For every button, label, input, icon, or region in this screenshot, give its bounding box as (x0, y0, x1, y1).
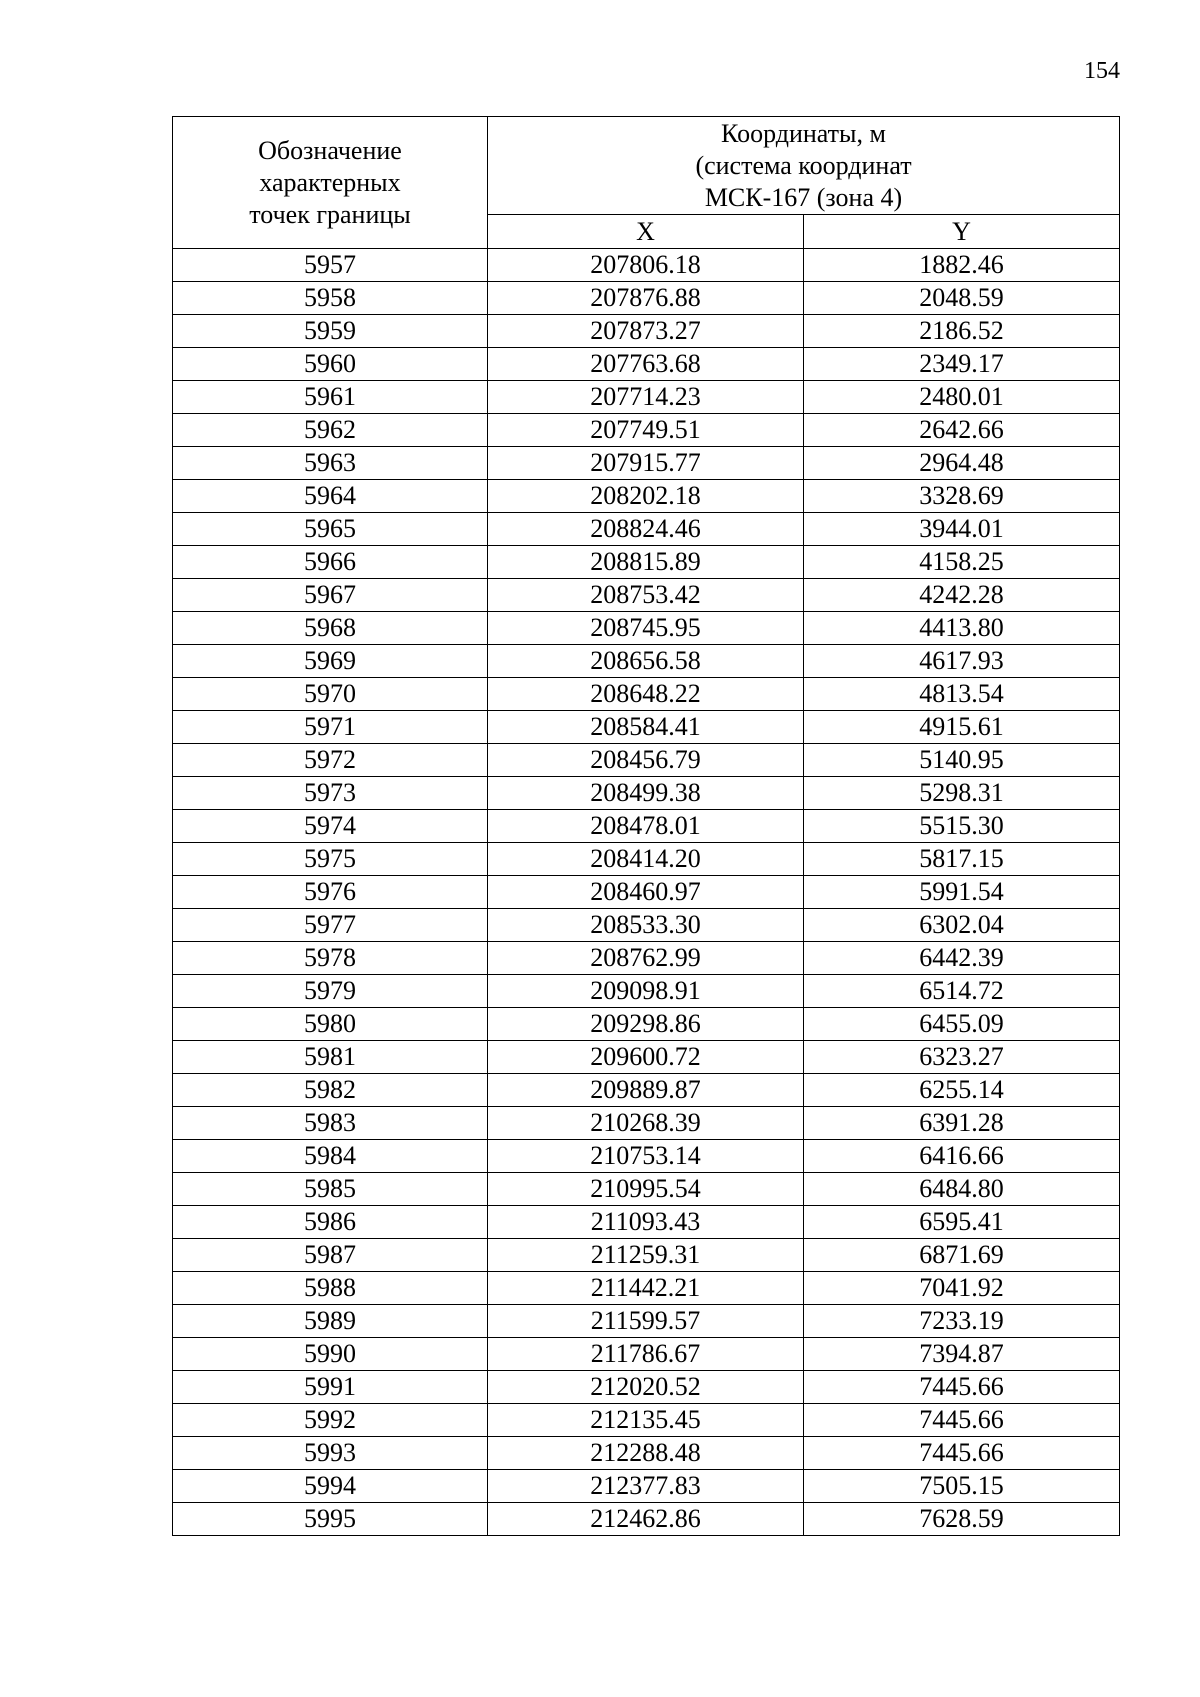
table-row (173, 1173, 1120, 1206)
y-coordinate-cell: 6416.66 (804, 1140, 1120, 1173)
table-body (173, 249, 1120, 1536)
y-coordinate-cell: 7445.66 (804, 1371, 1120, 1404)
x-coordinate-cell: 212377.83 (488, 1470, 804, 1503)
y-coordinate-cell: 6595.41 (804, 1206, 1120, 1239)
point-id-cell: 5970 (173, 678, 488, 711)
point-id-cell: 5995 (173, 1503, 488, 1536)
x-coordinate-cell: 209889.87 (488, 1074, 804, 1107)
header-coords-line: МСК-167 (зона 4) (704, 182, 903, 212)
table-row (173, 876, 1120, 909)
y-coordinate-cell: 7628.59 (804, 1503, 1120, 1536)
table-row (173, 942, 1120, 975)
point-id-cell: 5985 (173, 1173, 488, 1206)
y-coordinate-cell: 5515.30 (804, 810, 1120, 843)
x-coordinate-cell: 208460.97 (488, 876, 804, 909)
point-id-cell: 5968 (173, 612, 488, 645)
table-row (173, 909, 1120, 942)
x-coordinate-cell: 208753.42 (488, 579, 804, 612)
y-coordinate-cell: 7445.66 (804, 1404, 1120, 1437)
table-row (173, 315, 1120, 348)
header-x: X (488, 215, 804, 249)
x-coordinate-cell: 212462.86 (488, 1503, 804, 1536)
point-id-cell: 5966 (173, 546, 488, 579)
y-coordinate-cell: 6255.14 (804, 1074, 1120, 1107)
x-coordinate-cell: 210268.39 (488, 1107, 804, 1140)
header-point-line: Обозначение (258, 135, 402, 165)
y-coordinate-cell: 2048.59 (804, 282, 1120, 315)
point-id-cell: 5975 (173, 843, 488, 876)
table-row (173, 414, 1120, 447)
table-row (173, 1041, 1120, 1074)
y-coordinate-cell: 3944.01 (804, 513, 1120, 546)
y-coordinate-cell: 6391.28 (804, 1107, 1120, 1140)
y-coordinate-cell: 6871.69 (804, 1239, 1120, 1272)
table-row (173, 1074, 1120, 1107)
y-coordinate-cell: 6302.04 (804, 909, 1120, 942)
point-id-cell: 5989 (173, 1305, 488, 1338)
y-coordinate-cell: 4915.61 (804, 711, 1120, 744)
table-row (173, 645, 1120, 678)
y-coordinate-cell: 7394.87 (804, 1338, 1120, 1371)
point-id-cell: 5988 (173, 1272, 488, 1305)
table-row (173, 1272, 1120, 1305)
point-id-cell: 5957 (173, 249, 488, 282)
point-id-cell: 5991 (173, 1371, 488, 1404)
header-coords-line: Координаты, м (721, 118, 886, 148)
y-coordinate-cell: 2642.66 (804, 414, 1120, 447)
y-coordinate-cell: 6323.27 (804, 1041, 1120, 1074)
table-row (173, 711, 1120, 744)
table-row (173, 1206, 1120, 1239)
point-id-cell: 5992 (173, 1404, 488, 1437)
y-coordinate-cell: 4617.93 (804, 645, 1120, 678)
header-coordinates-group (488, 117, 1120, 215)
table-row (173, 1371, 1120, 1404)
table-row (173, 381, 1120, 414)
y-coordinate-cell: 5991.54 (804, 876, 1120, 909)
point-id-cell: 5986 (173, 1206, 488, 1239)
point-id-cell: 5967 (173, 579, 488, 612)
point-id-cell: 5963 (173, 447, 488, 480)
point-id-cell: 5980 (173, 1008, 488, 1041)
y-coordinate-cell: 6514.72 (804, 975, 1120, 1008)
x-coordinate-cell: 207876.88 (488, 282, 804, 315)
table-row (173, 447, 1120, 480)
y-coordinate-cell: 4242.28 (804, 579, 1120, 612)
table-row (173, 513, 1120, 546)
table-row (173, 579, 1120, 612)
coordinates-table (172, 116, 1120, 1536)
y-coordinate-cell: 7041.92 (804, 1272, 1120, 1305)
point-id-cell: 5981 (173, 1041, 488, 1074)
header-point-line: точек границы (249, 199, 411, 229)
y-coordinate-cell: 7445.66 (804, 1437, 1120, 1470)
x-coordinate-cell: 208824.46 (488, 513, 804, 546)
x-coordinate-cell: 209298.86 (488, 1008, 804, 1041)
x-coordinate-cell: 208745.95 (488, 612, 804, 645)
y-coordinate-cell: 5817.15 (804, 843, 1120, 876)
point-id-cell: 5971 (173, 711, 488, 744)
table-row (173, 1107, 1120, 1140)
y-coordinate-cell: 6442.39 (804, 942, 1120, 975)
table-row (173, 744, 1120, 777)
table-row (173, 348, 1120, 381)
header-point-line: характерных (259, 167, 401, 197)
point-id-cell: 5979 (173, 975, 488, 1008)
point-id-cell: 5993 (173, 1437, 488, 1470)
point-id-cell: 5958 (173, 282, 488, 315)
point-id-cell: 5972 (173, 744, 488, 777)
x-coordinate-cell: 209600.72 (488, 1041, 804, 1074)
x-coordinate-cell: 212288.48 (488, 1437, 804, 1470)
x-coordinate-cell: 207714.23 (488, 381, 804, 414)
table-row (173, 1239, 1120, 1272)
y-coordinate-cell: 4813.54 (804, 678, 1120, 711)
x-coordinate-cell: 208584.41 (488, 711, 804, 744)
point-id-cell: 5960 (173, 348, 488, 381)
x-coordinate-cell: 207749.51 (488, 414, 804, 447)
table-row (173, 1008, 1120, 1041)
point-id-cell: 5965 (173, 513, 488, 546)
x-coordinate-cell: 212135.45 (488, 1404, 804, 1437)
header-coords-line: (система координат (695, 150, 912, 180)
point-id-cell: 5978 (173, 942, 488, 975)
x-coordinate-cell: 208815.89 (488, 546, 804, 579)
table-row (173, 249, 1120, 282)
y-coordinate-cell: 7505.15 (804, 1470, 1120, 1503)
table-row (173, 843, 1120, 876)
x-coordinate-cell: 208202.18 (488, 480, 804, 513)
point-id-cell: 5990 (173, 1338, 488, 1371)
y-coordinate-cell: 6484.80 (804, 1173, 1120, 1206)
point-id-cell: 5964 (173, 480, 488, 513)
y-coordinate-cell: 1882.46 (804, 249, 1120, 282)
x-coordinate-cell: 208762.99 (488, 942, 804, 975)
y-coordinate-cell: 2480.01 (804, 381, 1120, 414)
point-id-cell: 5961 (173, 381, 488, 414)
header-point-designation (173, 117, 488, 249)
x-coordinate-cell: 211786.67 (488, 1338, 804, 1371)
x-coordinate-cell: 208414.20 (488, 843, 804, 876)
point-id-cell: 5974 (173, 810, 488, 843)
x-coordinate-cell: 207806.18 (488, 249, 804, 282)
y-coordinate-cell: 2964.48 (804, 447, 1120, 480)
y-coordinate-cell: 4413.80 (804, 612, 1120, 645)
table-row (173, 1140, 1120, 1173)
y-coordinate-cell: 7233.19 (804, 1305, 1120, 1338)
page-number: 154 (1084, 58, 1120, 84)
y-coordinate-cell: 5298.31 (804, 777, 1120, 810)
point-id-cell: 5959 (173, 315, 488, 348)
table-row (173, 975, 1120, 1008)
point-id-cell: 5994 (173, 1470, 488, 1503)
x-coordinate-cell: 208533.30 (488, 909, 804, 942)
y-coordinate-cell: 2349.17 (804, 348, 1120, 381)
table-row (173, 1470, 1120, 1503)
table-row (173, 678, 1120, 711)
point-id-cell: 5982 (173, 1074, 488, 1107)
header-y: Y (804, 215, 1120, 249)
x-coordinate-cell: 207915.77 (488, 447, 804, 480)
x-coordinate-cell: 209098.91 (488, 975, 804, 1008)
point-id-cell: 5984 (173, 1140, 488, 1173)
point-id-cell: 5977 (173, 909, 488, 942)
table-row (173, 480, 1120, 513)
point-id-cell: 5973 (173, 777, 488, 810)
table-row (173, 777, 1120, 810)
y-coordinate-cell: 2186.52 (804, 315, 1120, 348)
point-id-cell: 5969 (173, 645, 488, 678)
x-coordinate-cell: 207873.27 (488, 315, 804, 348)
table-row (173, 1503, 1120, 1536)
table-row (173, 546, 1120, 579)
table-row (173, 1404, 1120, 1437)
x-coordinate-cell: 208648.22 (488, 678, 804, 711)
x-coordinate-cell: 208656.58 (488, 645, 804, 678)
table-row (173, 810, 1120, 843)
x-coordinate-cell: 211442.21 (488, 1272, 804, 1305)
y-coordinate-cell: 5140.95 (804, 744, 1120, 777)
x-coordinate-cell: 211259.31 (488, 1239, 804, 1272)
x-coordinate-cell: 208499.38 (488, 777, 804, 810)
x-coordinate-cell: 210753.14 (488, 1140, 804, 1173)
table-row (173, 1305, 1120, 1338)
x-coordinate-cell: 211599.57 (488, 1305, 804, 1338)
point-id-cell: 5983 (173, 1107, 488, 1140)
x-coordinate-cell: 208456.79 (488, 744, 804, 777)
x-coordinate-cell: 212020.52 (488, 1371, 804, 1404)
table-row (173, 612, 1120, 645)
x-coordinate-cell: 210995.54 (488, 1173, 804, 1206)
table-row (173, 282, 1120, 315)
table-row (173, 1338, 1120, 1371)
y-coordinate-cell: 3328.69 (804, 480, 1120, 513)
point-id-cell: 5976 (173, 876, 488, 909)
point-id-cell: 5987 (173, 1239, 488, 1272)
y-coordinate-cell: 4158.25 (804, 546, 1120, 579)
x-coordinate-cell: 208478.01 (488, 810, 804, 843)
x-coordinate-cell: 211093.43 (488, 1206, 804, 1239)
y-coordinate-cell: 6455.09 (804, 1008, 1120, 1041)
table-row (173, 1437, 1120, 1470)
point-id-cell: 5962 (173, 414, 488, 447)
x-coordinate-cell: 207763.68 (488, 348, 804, 381)
